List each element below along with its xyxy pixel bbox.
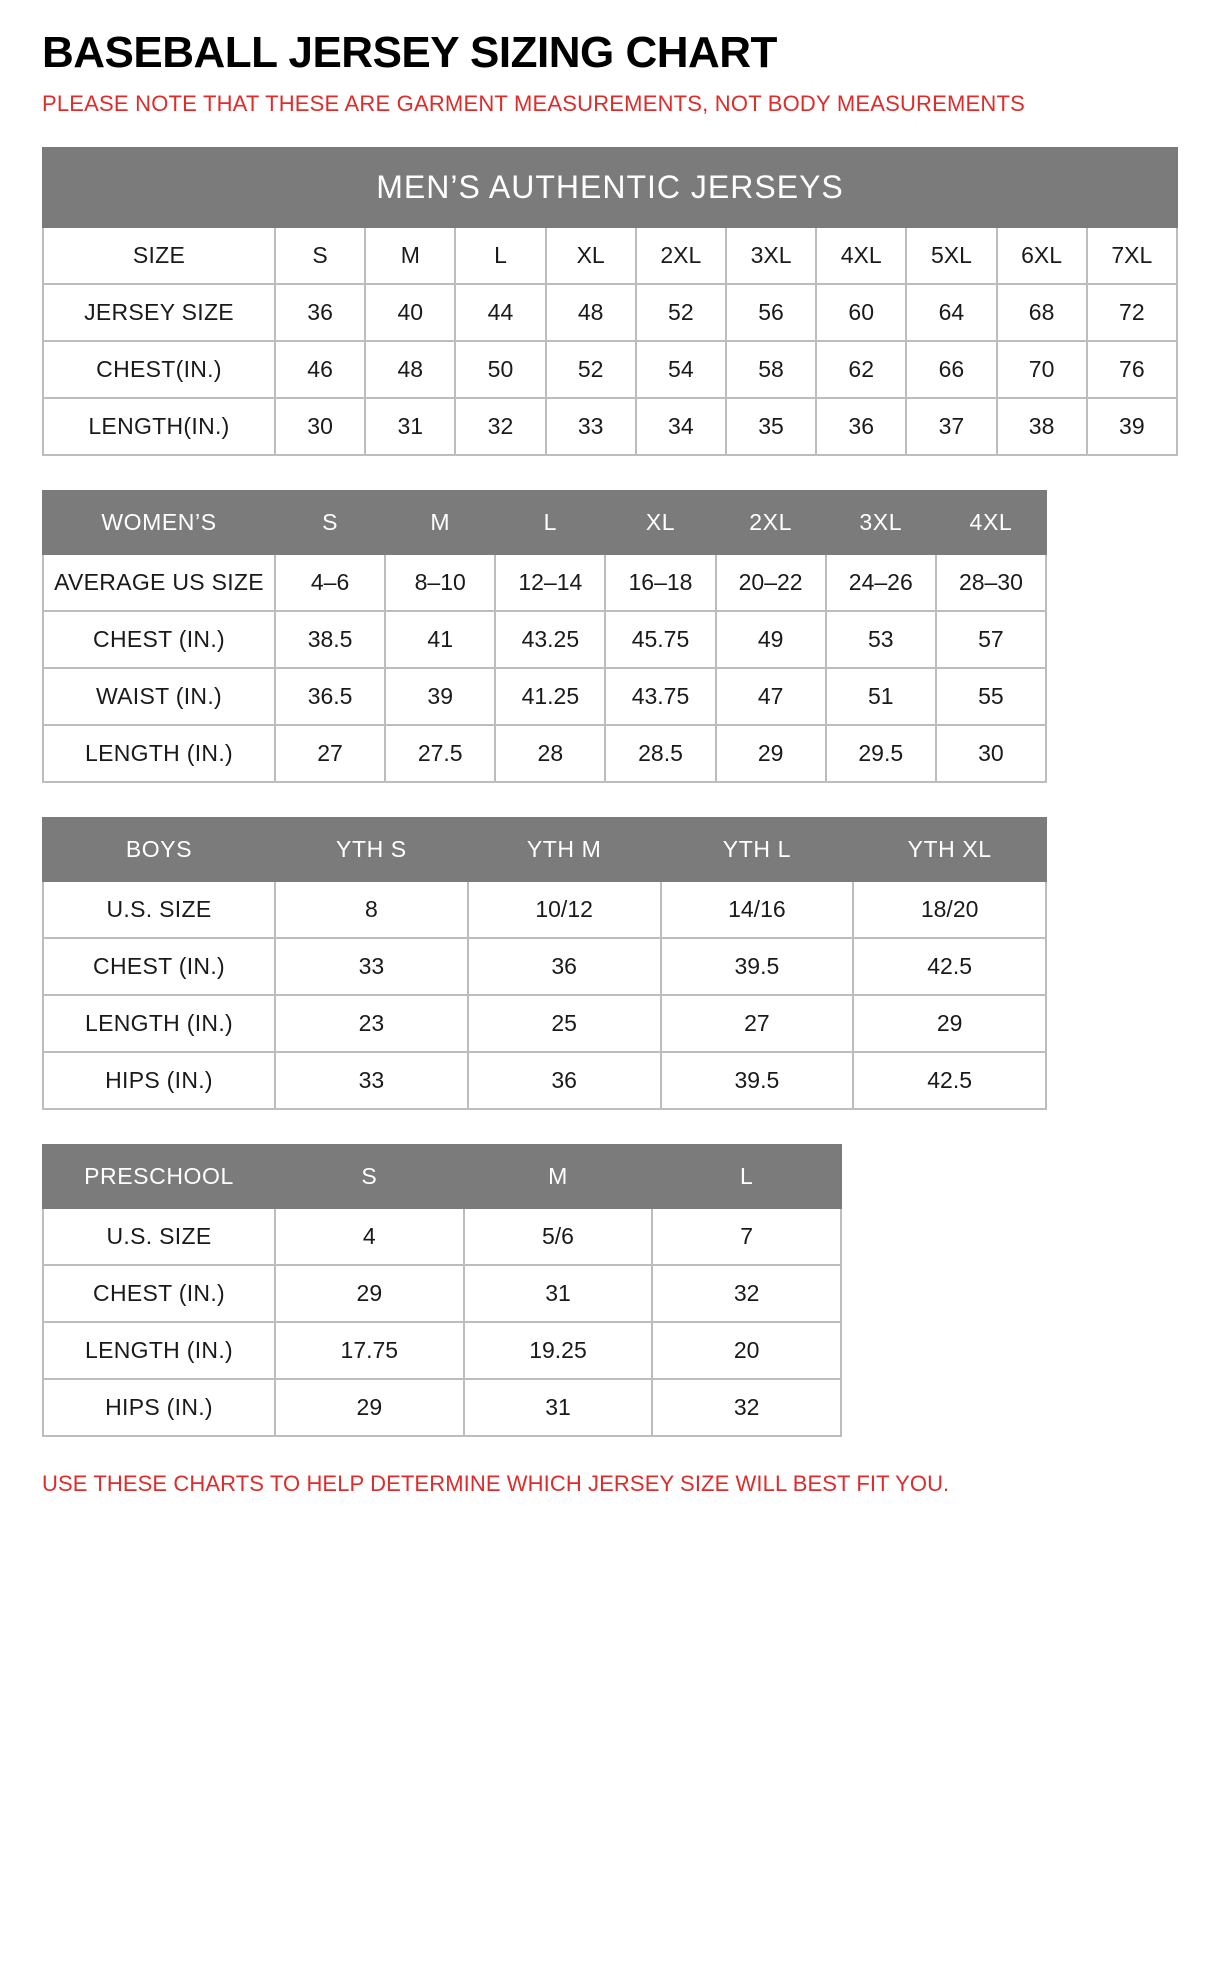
- table-cell: 70: [997, 341, 1087, 398]
- table-cell: 56: [726, 284, 816, 341]
- table-cell: 33: [275, 938, 468, 995]
- mens-header-row: [43, 227, 1177, 284]
- preschool-sizing-table: [42, 1144, 842, 1437]
- table-row: [43, 725, 1046, 782]
- table-cell: 66: [906, 341, 996, 398]
- mens-size-3xl: 3XL: [726, 227, 816, 284]
- table-cell: 30: [936, 725, 1046, 782]
- mens-row-label-jersey-size: JERSEY SIZE: [43, 284, 275, 341]
- table-cell: 72: [1087, 284, 1177, 341]
- womens-size-xl: XL: [605, 491, 715, 554]
- preschool-row-label-us-size: U.S. SIZE: [43, 1208, 275, 1265]
- mens-size-7xl: 7XL: [1087, 227, 1177, 284]
- womens-row-label-length: LENGTH (IN.): [43, 725, 275, 782]
- table-cell: 28.5: [605, 725, 715, 782]
- table-cell: 62: [816, 341, 906, 398]
- table-cell: 29: [275, 1379, 464, 1436]
- table-cell: 52: [546, 341, 636, 398]
- womens-size-3xl: 3XL: [826, 491, 936, 554]
- preschool-row-label-chest: CHEST (IN.): [43, 1265, 275, 1322]
- table-cell: 29: [853, 995, 1046, 1052]
- table-cell: 36.5: [275, 668, 385, 725]
- table-cell: 57: [936, 611, 1046, 668]
- table-cell: 50: [455, 341, 545, 398]
- preschool-size-s: S: [275, 1145, 464, 1208]
- preschool-table-body: [43, 1145, 841, 1436]
- table-row: [43, 611, 1046, 668]
- table-cell: 29.5: [826, 725, 936, 782]
- table-cell: 47: [716, 668, 826, 725]
- table-cell: 20–22: [716, 554, 826, 611]
- mens-banner-row: [43, 148, 1177, 227]
- mens-size-4xl: 4XL: [816, 227, 906, 284]
- womens-row-label-waist: WAIST (IN.): [43, 668, 275, 725]
- table-cell: 32: [652, 1379, 841, 1436]
- womens-header-row: [43, 491, 1046, 554]
- table-cell: 5/6: [464, 1208, 653, 1265]
- table-cell: 33: [546, 398, 636, 455]
- preschool-header-row: [43, 1145, 841, 1208]
- table-cell: 4–6: [275, 554, 385, 611]
- boys-size-yth-m: YTH M: [468, 818, 661, 881]
- table-cell: 37: [906, 398, 996, 455]
- table-row: [43, 938, 1046, 995]
- boys-sizing-table: [42, 817, 1047, 1110]
- page-title: BASEBALL JERSEY SIZING CHART: [42, 28, 777, 77]
- table-cell: 58: [726, 341, 816, 398]
- boys-header-label: BOYS: [43, 818, 275, 881]
- table-cell: 48: [365, 341, 455, 398]
- table-cell: 34: [636, 398, 726, 455]
- table-cell: 54: [636, 341, 726, 398]
- table-row: [43, 1322, 841, 1379]
- table-cell: 49: [716, 611, 826, 668]
- table-cell: 55: [936, 668, 1046, 725]
- boys-row-label-us-size: U.S. SIZE: [43, 881, 275, 938]
- womens-sizing-table: [42, 490, 1047, 783]
- mens-sizing-table: [42, 147, 1178, 456]
- table-cell: 29: [275, 1265, 464, 1322]
- table-cell: 7: [652, 1208, 841, 1265]
- boys-row-label-chest: CHEST (IN.): [43, 938, 275, 995]
- table-cell: 12–14: [495, 554, 605, 611]
- table-cell: 16–18: [605, 554, 715, 611]
- table-cell: 68: [997, 284, 1087, 341]
- womens-header-label: WOMEN’S: [43, 491, 275, 554]
- table-row: [43, 1265, 841, 1322]
- table-cell: 23: [275, 995, 468, 1052]
- mens-size-l: L: [455, 227, 545, 284]
- boys-row-label-length: LENGTH (IN.): [43, 995, 275, 1052]
- table-cell: 4: [275, 1208, 464, 1265]
- table-cell: 20: [652, 1322, 841, 1379]
- boys-header-row: [43, 818, 1046, 881]
- table-cell: 31: [464, 1379, 653, 1436]
- table-cell: 24–26: [826, 554, 936, 611]
- mens-size-6xl: 6XL: [997, 227, 1087, 284]
- mens-size-5xl: 5XL: [906, 227, 996, 284]
- preschool-size-m: M: [464, 1145, 653, 1208]
- table-cell: 39.5: [661, 938, 854, 995]
- table-cell: 27: [275, 725, 385, 782]
- mens-size-label: SIZE: [43, 227, 275, 284]
- mens-banner-label: MEN’S AUTHENTIC JERSEYS: [43, 148, 1177, 227]
- table-row: [43, 284, 1177, 341]
- table-cell: 14/16: [661, 881, 854, 938]
- table-row: [43, 341, 1177, 398]
- table-cell: 10/12: [468, 881, 661, 938]
- table-row: [43, 995, 1046, 1052]
- table-cell: 32: [455, 398, 545, 455]
- table-row: [43, 1379, 841, 1436]
- mens-size-s: S: [275, 227, 365, 284]
- womens-size-s: S: [275, 491, 385, 554]
- table-cell: 44: [455, 284, 545, 341]
- mens-row-label-chest: CHEST(IN.): [43, 341, 275, 398]
- mens-size-m: M: [365, 227, 455, 284]
- table-cell: 30: [275, 398, 365, 455]
- table-cell: 27.5: [385, 725, 495, 782]
- womens-size-l: L: [495, 491, 605, 554]
- table-cell: 53: [826, 611, 936, 668]
- table-cell: 41.25: [495, 668, 605, 725]
- table-cell: 31: [464, 1265, 653, 1322]
- table-cell: 46: [275, 341, 365, 398]
- table-cell: 36: [468, 938, 661, 995]
- preschool-row-label-length: LENGTH (IN.): [43, 1322, 275, 1379]
- boys-row-label-hips: HIPS (IN.): [43, 1052, 275, 1109]
- table-cell: 76: [1087, 341, 1177, 398]
- table-cell: 36: [816, 398, 906, 455]
- table-cell: 43.25: [495, 611, 605, 668]
- womens-row-label-chest: CHEST (IN.): [43, 611, 275, 668]
- table-cell: 31: [365, 398, 455, 455]
- table-cell: 17.75: [275, 1322, 464, 1379]
- table-cell: 29: [716, 725, 826, 782]
- preschool-size-l: L: [652, 1145, 841, 1208]
- table-cell: 35: [726, 398, 816, 455]
- table-cell: 48: [546, 284, 636, 341]
- table-cell: 27: [661, 995, 854, 1052]
- table-cell: 52: [636, 284, 726, 341]
- womens-size-m: M: [385, 491, 495, 554]
- page-subtitle: PLEASE NOTE THAT THESE ARE GARMENT MEASUREMENTS, NOT BODY MEASUREMENTS: [42, 91, 1026, 117]
- table-cell: 28: [495, 725, 605, 782]
- preschool-row-label-hips: HIPS (IN.): [43, 1379, 275, 1436]
- table-cell: 60: [816, 284, 906, 341]
- table-cell: 39: [385, 668, 495, 725]
- table-cell: 25: [468, 995, 661, 1052]
- mens-table-body: [43, 148, 1177, 455]
- mens-row-label-length: LENGTH(IN.): [43, 398, 275, 455]
- table-cell: 40: [365, 284, 455, 341]
- table-cell: 51: [826, 668, 936, 725]
- boys-size-yth-xl: YTH XL: [853, 818, 1046, 881]
- womens-size-2xl: 2XL: [716, 491, 826, 554]
- preschool-header-label: PRESCHOOL: [43, 1145, 275, 1208]
- table-row: [43, 1208, 841, 1265]
- table-cell: 43.75: [605, 668, 715, 725]
- table-cell: 33: [275, 1052, 468, 1109]
- boys-size-yth-s: YTH S: [275, 818, 468, 881]
- table-cell: 38.5: [275, 611, 385, 668]
- boys-size-yth-l: YTH L: [661, 818, 854, 881]
- table-cell: 45.75: [605, 611, 715, 668]
- table-cell: 39.5: [661, 1052, 854, 1109]
- table-cell: 38: [997, 398, 1087, 455]
- table-row: [43, 1052, 1046, 1109]
- table-cell: 41: [385, 611, 495, 668]
- mens-size-2xl: 2XL: [636, 227, 726, 284]
- table-cell: 28–30: [936, 554, 1046, 611]
- table-row: [43, 668, 1046, 725]
- table-cell: 18/20: [853, 881, 1046, 938]
- table-cell: 32: [652, 1265, 841, 1322]
- womens-size-4xl: 4XL: [936, 491, 1046, 554]
- womens-row-label-average-us-size: AVERAGE US SIZE: [43, 554, 275, 611]
- table-row: [43, 398, 1177, 455]
- table-cell: 42.5: [853, 938, 1046, 995]
- womens-table-body: [43, 491, 1046, 782]
- table-cell: 8: [275, 881, 468, 938]
- table-cell: 19.25: [464, 1322, 653, 1379]
- table-cell: 36: [468, 1052, 661, 1109]
- table-cell: 36: [275, 284, 365, 341]
- table-cell: 39: [1087, 398, 1177, 455]
- mens-size-xl: XL: [546, 227, 636, 284]
- table-row: [43, 881, 1046, 938]
- table-row: [43, 554, 1046, 611]
- table-cell: 64: [906, 284, 996, 341]
- table-cell: 42.5: [853, 1052, 1046, 1109]
- footer-note: USE THESE CHARTS TO HELP DETERMINE WHICH JERSEY SIZE WILL BEST FIT YOU.: [42, 1470, 950, 1496]
- table-cell: 8–10: [385, 554, 495, 611]
- boys-table-body: [43, 818, 1046, 1109]
